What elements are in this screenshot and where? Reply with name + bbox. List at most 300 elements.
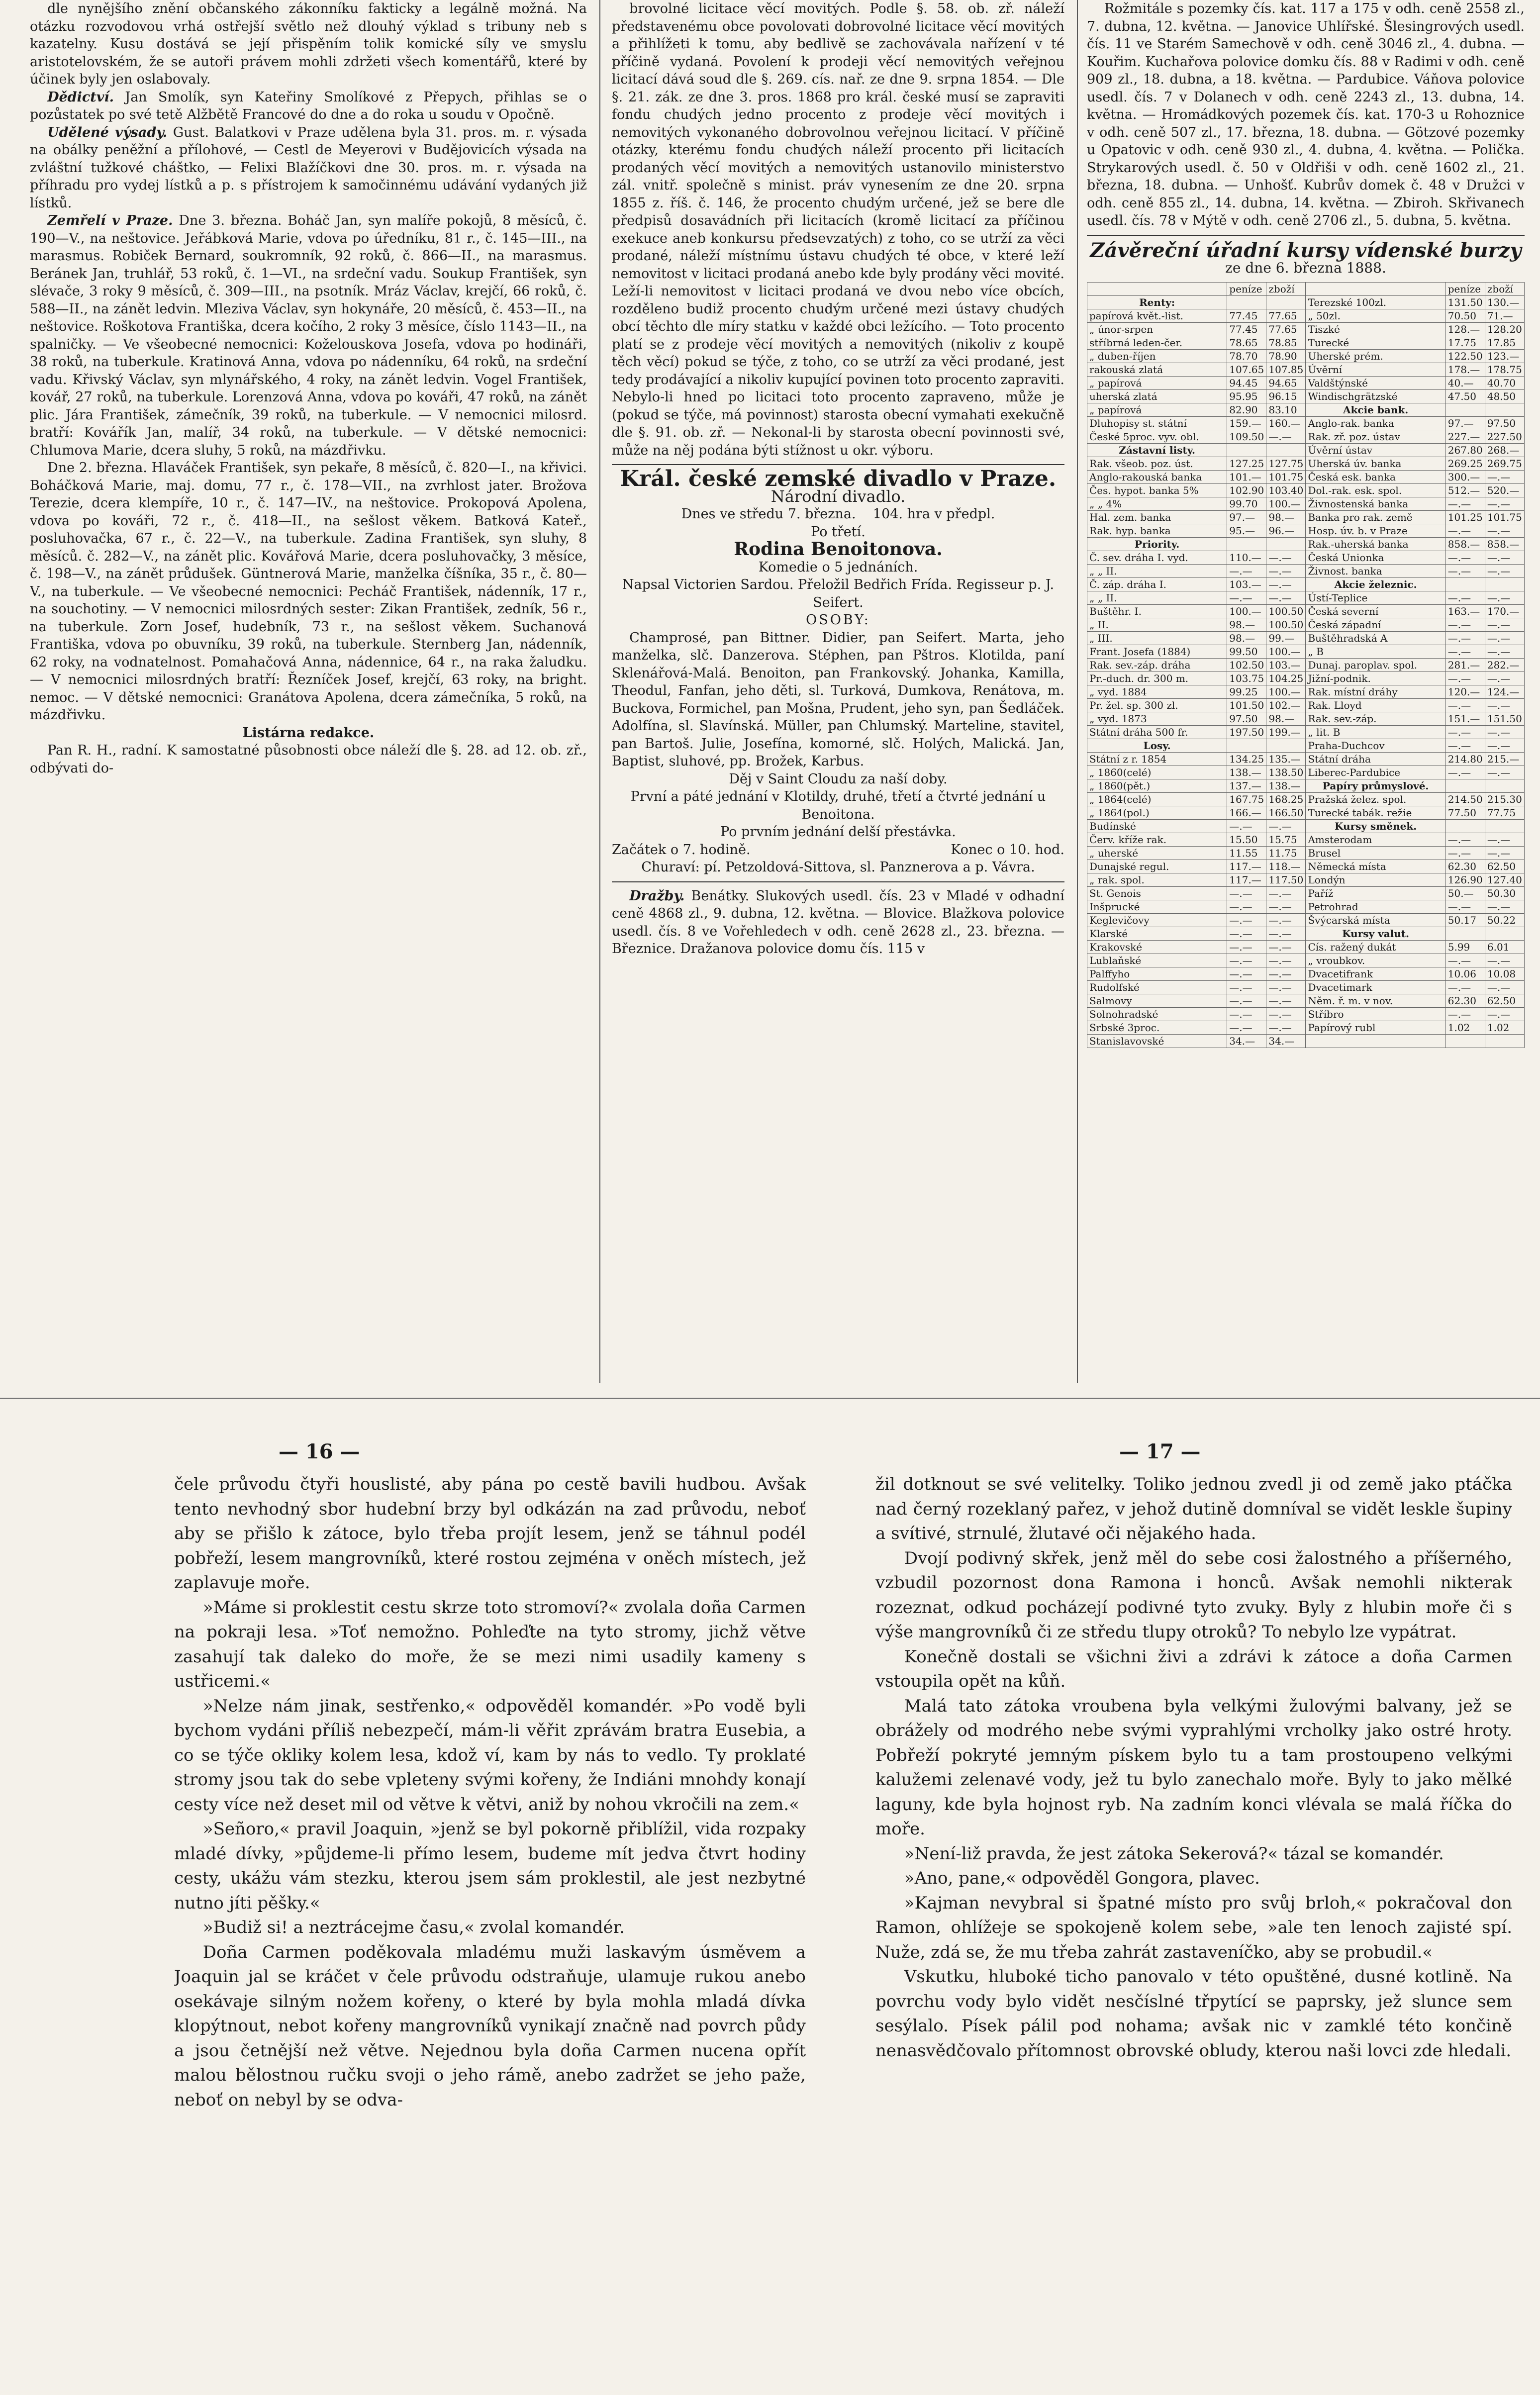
- section-heading-inheritance: Dědictví.: [47, 89, 114, 105]
- table-row: [1087, 537, 1525, 551]
- table-cell: 215.—: [1485, 752, 1524, 766]
- table-cell: Terezské 100zl.: [1306, 295, 1445, 309]
- paragraph-review: dle nynějšího znění občanského zákonníku fakticky a legálně možná. Na otázku rozvodovou vrhá ostřejší světlo než dlouhý výklad s tribuny neb s kazatelny. Kusu dostává se její přispěním tolik komické síly ve smyslu aristotelovském, že se autoři právem mohli zdržeti všech komentářů, které by účinek byly jen oslabovaly.: [30, 1, 587, 87]
- table-cell: 62.30: [1445, 994, 1485, 1007]
- table-cell: Rak. sev.-záp.: [1306, 712, 1445, 725]
- table-cell: 117.—: [1227, 860, 1266, 873]
- table-row: [1087, 309, 1525, 322]
- table-cell: „ II.: [1087, 618, 1227, 631]
- table-row: [1087, 618, 1525, 631]
- table-cell: 170.—: [1485, 604, 1524, 618]
- section-heading-letters: Listárna redakce.: [242, 725, 375, 741]
- table-cell: —.—: [1227, 819, 1266, 833]
- table-cell: Praha-Duchcov: [1306, 739, 1445, 752]
- table-cell: —.—: [1266, 1021, 1306, 1034]
- table-row: [1087, 766, 1525, 779]
- table-cell: 48.50: [1485, 389, 1524, 403]
- novel-paragraph: »Señoro,« pravil Joaquin, »jenž se byl pokorně přiblížil, vida rozpaky mladé dívky, »půjdeme-li přímo lesem, budeme mít jedva čtvrt hodiny cesty, ukážu vám stezku, kterou jsem sám proklestil, ale jest nezbytné nutno jíti pěšky.«: [174, 1819, 806, 1913]
- table-cell: 34.—: [1266, 1034, 1306, 1048]
- table-cell: 99.50: [1227, 645, 1266, 658]
- table-cell: 104.25: [1266, 671, 1306, 685]
- table-cell: Kursy směnek.: [1306, 819, 1445, 833]
- table-cell: —.—: [1227, 954, 1266, 967]
- table-row: [1087, 443, 1525, 457]
- table-cell: 168.25: [1266, 792, 1306, 806]
- play-pause: Po prvním jednání delší přestávka.: [720, 824, 956, 840]
- table-cell: —.—: [1485, 900, 1524, 913]
- table-cell: 102.—: [1266, 698, 1306, 712]
- table-cell: 103.—: [1227, 577, 1266, 591]
- table-cell: Keglevičovy: [1087, 913, 1227, 927]
- table-cell: „ „ 4%: [1087, 497, 1227, 510]
- table-cell: 99.25: [1227, 685, 1266, 698]
- table-cell: 166.50: [1266, 806, 1306, 819]
- table-cell: 77.65: [1266, 309, 1306, 322]
- table-cell: 131.50: [1445, 295, 1485, 309]
- table-row: [1087, 1021, 1525, 1034]
- table-cell: 101.75: [1485, 510, 1524, 524]
- table-cell: 71.—: [1485, 309, 1524, 322]
- table-cell: Banka pro rak. země: [1306, 510, 1445, 524]
- theatre-date-line: [612, 505, 1064, 523]
- table-cell: 82.90: [1227, 403, 1266, 416]
- divider: [612, 881, 1064, 882]
- table-row: [1087, 954, 1525, 967]
- table-cell: „ 50zl.: [1306, 309, 1445, 322]
- table-cell: —.—: [1485, 698, 1524, 712]
- table-cell: 97.—: [1445, 416, 1485, 430]
- table-cell: Turecké tabák. režie: [1306, 806, 1445, 819]
- deaths-text: Dne 3. března. Boháč Jan, syn malíře pokojů, 8 měsíců, č. 190—V., na neštovice. Jeřábková Marie, vdova po úředníku, 81 r., č. 145—III., na marasmus. Robiček Bernard, soukromník, 92 roků, č. 866—II., na marasmus. Beránek Jan, truhlář, 53 roků, č. 1—VI., na srdeční vadu. Soukup František, syn slévače, 3 roky 9 měsíců, č. 309—III., na psotník. Mráz Václav, krejčí, 66 roků, č. 588—II., na zánět ledvin. Mleziva Václav, syn hokynáře, 20 měsíců, č. 453—II., na neštovice. Roškotova Františka, dcera kočího, 2 roky 3 měsíce, číslo 1143—II., na spalničky. — Ve všeobecné nemocnici: Koželouskova Josefa, vdova po hodináři, 38 roků, na tuberkule. Kratinová Anna, vdova po nádenníku, 64 roků, na srdeční vadu. Křivský Václav, syn mlynářského, 4 roky, na zánět ledvin. Vogel František, kovář, 27 roků, na tuberkule. Lorenzová Anna, vdova po kováři, 47 roků, na zánět plic. Jára František, zámečník, 39 roků, na tuberkule. — V nemocnici milosrd. bratří: Kovářík Jan, malíř, 34 roků, na tuberkule. — V dětské nemocnici: Chlumova Marie, dcera sluhy, 5 roků, na mázdřivku.: [30, 213, 587, 458]
- table-cell: —.—: [1227, 967, 1266, 980]
- table-cell: —.—: [1227, 591, 1266, 604]
- table-cell: 98.—: [1227, 618, 1266, 631]
- table-cell: 99.70: [1227, 497, 1266, 510]
- table-cell: 1.02: [1445, 1021, 1485, 1034]
- table-cell: —.—: [1266, 900, 1306, 913]
- table-cell: 77.50: [1445, 806, 1485, 819]
- table-cell: 268.—: [1485, 443, 1524, 457]
- table-cell: Losy.: [1087, 739, 1227, 752]
- table-row: [1087, 860, 1525, 873]
- upper-newspaper-section: [30, 0, 1525, 1393]
- table-cell: Pražská želez. spol.: [1306, 792, 1445, 806]
- table-cell: 98.—: [1227, 631, 1266, 645]
- table-cell: 178.—: [1445, 363, 1485, 376]
- table-cell: —.—: [1445, 900, 1485, 913]
- column-divider: [599, 0, 600, 1383]
- table-cell: Červ. kříže rak.: [1087, 833, 1227, 846]
- table-cell: —.—: [1266, 967, 1306, 980]
- table-row: [1087, 631, 1525, 645]
- table-cell: „ uherské: [1087, 846, 1227, 860]
- table-cell: 134.25: [1227, 752, 1266, 766]
- table-cell: Akcie bank.: [1306, 403, 1445, 416]
- table-cell: 10.08: [1485, 967, 1524, 980]
- paragraph-deaths-2: Dne 2. března. Hlaváček František, syn pekaře, 8 měsíců, č. 820—I., na křivici. Boháčková Marie, maj. domu, 77 r., č. 178—VII., na zvrhlost jater. Brožova Terezie, dcera klempíře, 10 r., č. 147—IV., na neštovice. Prokopová Apolena, vdova po kováři, 72 r., č. 418—II., na sešlost věkem. Batková Kateř., posluhovačka, 67 r., č. 22—V., na tuberkule. Zadina František, syn sluhy, 8 měsíců. č. 282—V., na zánět plic. Kovářová Marie, dcera posluhovačky, 3 měsíce, č. 198—V., na zánět průdušek. Güntnerová Marie, manželka číšníka, 35 r., č. 80—V., na tuberkule. — Ve všeobecné nemocnici: Pecháč František, nádenník, 17 r., na souchotiny. — V nemocnici milosrdných sester: Zikan František, zedník, 56 r., na tuberkule. Zorn Josef, hudebník, 73 r., na sešlost věkem. Suchanová Františka, vdova po obuvníku, 39 roků, na tuberkule. Sternberg Jan, nádenník, 62 roky, na vodnatelnost. Pomahačová Anna, nádennice, 64 r., na raka žaludku. — V nemocnici milosrdných bratří: Řezníček Josef, krejčí, 63 roky, na bright. nemoc. — V dětské nemocnici: Granátova Apolena, dcera zámečníka, 5 roků, na mázdřivku.: [30, 460, 587, 723]
- table-cell: 95.—: [1227, 524, 1266, 537]
- table-cell: 128.—: [1445, 322, 1485, 336]
- table-cell: —.—: [1485, 766, 1524, 779]
- table-cell: 62.30: [1445, 860, 1485, 873]
- table-cell: „ duben-říjen: [1087, 349, 1227, 363]
- table-row: [1087, 363, 1525, 376]
- table-cell: [1445, 927, 1485, 940]
- page-number-right: — 17 —: [1119, 1440, 1201, 1463]
- table-row: [1087, 389, 1525, 403]
- table-cell: —.—: [1485, 671, 1524, 685]
- table-cell: —.—: [1266, 954, 1306, 967]
- table-cell: 6.01: [1485, 940, 1524, 954]
- table-cell: Turecké: [1306, 336, 1445, 349]
- novel-paragraph: Doña Carmen poděkovala mladému muži laskavým úsměvem a Joaquin jal se kráčet v čele průvodu odstraňuje, ulamuje rukou anebo osekávaje silným nožem kořeny, o které by byla mohla mladá dívka klopýtnout, nebot kořeny mangrovníků vynikají značně nad povrch půdy a jsou četnější než větve. Nejednou byla doña Carmen nucena opřít malou bělostnou ručku svoji o jeho rámě, anebo zadržet se jeho paže, neboť on nebyl by se odva-: [174, 1942, 806, 2110]
- table-cell: —.—: [1485, 631, 1524, 645]
- table-cell: 97.50: [1227, 712, 1266, 725]
- table-cell: „ vroubkov.: [1306, 954, 1445, 967]
- table-cell: Úvěrní: [1306, 363, 1445, 376]
- table-row: [1087, 645, 1525, 658]
- table-cell: 99.—: [1266, 631, 1306, 645]
- table-cell: Stanislavovské: [1087, 1034, 1227, 1048]
- novel-page-left: [174, 1472, 806, 2383]
- play-start: Začátek o 7. hodině.: [612, 842, 751, 858]
- table-cell: uherská zlatá: [1087, 389, 1227, 403]
- novel-paragraph: žil dotknout se své velitelky. Toliko jednou zvedl ji od země jako ptáčka nad černý rozeklaný pařez, v jehož dutině domníval se vidět leskle šupiny a svítivé, strnulé, žlutavé oči nějakého hada.: [875, 1474, 1512, 1543]
- table-row: [1087, 846, 1525, 860]
- column-3: [1087, 0, 1525, 1383]
- table-cell: Česká esk. banka: [1306, 470, 1445, 483]
- inheritance-text: Jan Smolík, syn Kateřiny Smolíkové z Přepych, přihlas se o pozůstatek po své tetě Alžbětě Francové do dne a do roka u soudu v Opočně.: [30, 89, 587, 122]
- table-cell: Rudolfské: [1087, 980, 1227, 994]
- table-cell: 83.10: [1266, 403, 1306, 416]
- table-cell: —.—: [1445, 618, 1485, 631]
- table-row: [1087, 940, 1525, 954]
- table-cell: 77.45: [1227, 322, 1266, 336]
- table-cell: 98.—: [1266, 712, 1306, 725]
- table-cell: Paříž: [1306, 886, 1445, 900]
- table-cell: papírová květ.-list.: [1087, 309, 1227, 322]
- table-cell: Krakovské: [1087, 940, 1227, 954]
- table-cell: —.—: [1445, 980, 1485, 994]
- column-divider: [1077, 0, 1078, 1383]
- table-cell: 96.15: [1266, 389, 1306, 403]
- table-cell: Uherské prém.: [1306, 349, 1445, 363]
- table-cell: 227.—: [1445, 430, 1485, 443]
- table-cell: 151.—: [1445, 712, 1485, 725]
- table-cell: [1227, 537, 1266, 551]
- section-heading-deaths: Zemřelí v Praze.: [47, 213, 173, 228]
- table-row: [1087, 873, 1525, 886]
- table-cell: —.—: [1485, 1007, 1524, 1021]
- table-cell: „ papírová: [1087, 403, 1227, 416]
- table-cell: 97.50: [1485, 416, 1524, 430]
- play-setting: Děj v Saint Cloudu za naší doby.: [729, 771, 948, 787]
- table-cell: [1485, 927, 1524, 940]
- table-row: [1087, 752, 1525, 766]
- table-cell: 520.—: [1485, 483, 1524, 497]
- table-cell: Rak. zř. poz. ústav: [1306, 430, 1445, 443]
- table-row: [1087, 806, 1525, 819]
- table-cell: Rak. všeob. poz. úst.: [1087, 457, 1227, 470]
- table-cell: —.—: [1266, 913, 1306, 927]
- table-cell: Živnost. banka: [1306, 564, 1445, 577]
- table-cell: „ únor-srpen: [1087, 322, 1227, 336]
- play-genre: Komedie o 5 jednáních.: [758, 559, 918, 575]
- paragraph-letters: Pan R. H., radní. K samostatné působnosti obce náleží dle §. 28. ad 12. ob. zř., odbývati do-: [30, 743, 587, 776]
- table-row: [1087, 725, 1525, 739]
- table-cell: —.—: [1227, 927, 1266, 940]
- table-cell: 167.75: [1227, 792, 1266, 806]
- divider: [1087, 235, 1525, 236]
- table-cell: 120.—: [1445, 685, 1485, 698]
- table-cell: 858.—: [1445, 537, 1485, 551]
- table-row: [1087, 524, 1525, 537]
- table-row: [1087, 927, 1525, 940]
- table-cell: 178.75: [1485, 363, 1524, 376]
- table-cell: Uherská úv. banka: [1306, 457, 1445, 470]
- table-row: [1087, 430, 1525, 443]
- table-cell: 70.50: [1445, 309, 1485, 322]
- table-cell: Akcie železnic.: [1306, 577, 1445, 591]
- table-cell: 160.—: [1266, 416, 1306, 430]
- novel-paragraph: Malá tato zátoka vroubena byla velkými žulovými balvany, jež se obrážely od modrého nebe svými vyprahlými vrcholky jako ostré hroty. Pobřeží pokryté jemným pískem bylo tu a tam prostoupeno velkými kalužemi zelenavé vody, jež tu bylo zanechalo moře. Byly to jako mělké laguny, kde byla hojnost ryb. Na zadním konci vlévala se malá říčka do moře.: [875, 1696, 1512, 1839]
- table-cell: České 5proc. vyv. obl.: [1087, 430, 1227, 443]
- table-cell: Č. sev. dráha I. vyd.: [1087, 551, 1227, 564]
- table-cell: 101.—: [1227, 470, 1266, 483]
- table-cell: 15.75: [1266, 833, 1306, 846]
- table-cell: —.—: [1485, 618, 1524, 631]
- table-cell: Liberec-Pardubice: [1306, 766, 1445, 779]
- table-cell: —.—: [1445, 671, 1485, 685]
- table-cell: Tiszké: [1306, 322, 1445, 336]
- table-cell: Rak.-uherská banka: [1306, 537, 1445, 551]
- table-cell: 97.—: [1227, 510, 1266, 524]
- table-cell: 11.55: [1227, 846, 1266, 860]
- cast-heading: OSOBY:: [806, 612, 870, 628]
- table-cell: Petrohrad: [1306, 900, 1445, 913]
- table-cell: Buštěhr. I.: [1087, 604, 1227, 618]
- table-cell: 78.65: [1227, 336, 1266, 349]
- table-cell: 128.20: [1485, 322, 1524, 336]
- table-cell: Lublaňské: [1087, 954, 1227, 967]
- table-row: [1087, 671, 1525, 685]
- table-cell: —.—: [1445, 524, 1485, 537]
- table-cell: —.—: [1227, 900, 1266, 913]
- table-cell: stříbrná leden-čer.: [1087, 336, 1227, 349]
- table-cell: 117.50: [1266, 873, 1306, 886]
- table-cell: 151.50: [1485, 712, 1524, 725]
- table-cell: Švýcarská místa: [1306, 913, 1445, 927]
- table-cell: 300.—: [1445, 470, 1485, 483]
- table-cell: 50.—: [1445, 886, 1485, 900]
- table-cell: —.—: [1266, 927, 1306, 940]
- table-row: [1087, 1034, 1525, 1048]
- table-cell: 159.—: [1227, 416, 1266, 430]
- table-cell: —.—: [1227, 940, 1266, 954]
- novel-paragraph: Vskutku, hluboké ticho panovalo v této opuštěné, dusné kotlině. Na povrchu vody bylo vidět nesčíslné třpytící se paprsky, jež slunce sem sesýlalo. Písek pálil pod nohama; avšak nic v zamklé této končině nenasvědčovalo přítomnost obrovské obludy, kterou naši lovci zde hledali.: [875, 1967, 1512, 2061]
- table-cell: 269.75: [1485, 457, 1524, 470]
- table-row: [1087, 416, 1525, 430]
- table-cell: 124.—: [1485, 685, 1524, 698]
- table-cell: St. Genois: [1087, 886, 1227, 900]
- table-cell: 101.25: [1445, 510, 1485, 524]
- table-cell: Renty:: [1087, 295, 1227, 309]
- table-cell: —.—: [1266, 430, 1306, 443]
- table-cell: „ papírová: [1087, 376, 1227, 389]
- table-cell: 858.—: [1485, 537, 1524, 551]
- table-row: [1087, 497, 1525, 510]
- novel-paragraph: »Budiž si! a neztrácejme času,« zvolal komandér.: [202, 1917, 625, 1937]
- page-divider: [0, 1398, 1540, 1399]
- table-cell: Hosp. úv. b. v Praze: [1306, 524, 1445, 537]
- table-cell: —.—: [1445, 551, 1485, 564]
- table-cell: [1266, 443, 1306, 457]
- table-cell: 214.50: [1445, 792, 1485, 806]
- table-cell: 77.65: [1266, 322, 1306, 336]
- table-cell: Česká Unionka: [1306, 551, 1445, 564]
- table-row: [1087, 376, 1525, 389]
- table-cell: 96.—: [1266, 524, 1306, 537]
- stock-exchange-date: ze dne 6. března 1888.: [1225, 260, 1386, 276]
- table-cell: —.—: [1445, 846, 1485, 860]
- table-cell: Londýn: [1306, 873, 1445, 886]
- table-cell: „ 1864(celé): [1087, 792, 1227, 806]
- table-row: [1087, 483, 1525, 497]
- table-cell: Brusel: [1306, 846, 1445, 860]
- table-cell: [1266, 739, 1306, 752]
- table-cell: Cís. ražený dukát: [1306, 940, 1445, 954]
- table-cell: 62.50: [1485, 860, 1524, 873]
- table-cell: Ústí-Teplice: [1306, 591, 1445, 604]
- table-cell: 50.30: [1485, 886, 1524, 900]
- table-row: [1087, 577, 1525, 591]
- paragraph-privileges: [30, 124, 587, 212]
- table-cell: [1445, 403, 1485, 416]
- table-cell: Česká západní: [1306, 618, 1445, 631]
- table-row: [1087, 658, 1525, 671]
- column-1: [30, 0, 587, 1383]
- table-cell: —.—: [1266, 551, 1306, 564]
- table-cell: Salmovy: [1087, 994, 1227, 1007]
- novel-paragraph: Konečně dostali se všichni živi a zdrávi k zátoce a doña Carmen vstoupila opět na kůň.: [875, 1646, 1512, 1691]
- table-cell: 214.80: [1445, 752, 1485, 766]
- table-cell: —.—: [1266, 994, 1306, 1007]
- table-cell: 50.17: [1445, 913, 1485, 927]
- table-row: [1087, 792, 1525, 806]
- table-row: [1087, 295, 1525, 309]
- play-title: Rodina Benoitonova.: [734, 539, 943, 560]
- table-cell: Dvacetimark: [1306, 980, 1445, 994]
- table-cell: [1485, 403, 1524, 416]
- table-cell: 47.50: [1445, 389, 1485, 403]
- table-cell: 135.—: [1266, 752, 1306, 766]
- theatre-play-number: 104. hra v předpl.: [872, 506, 995, 522]
- table-cell: 40.70: [1485, 376, 1524, 389]
- table-cell: 138.—: [1266, 779, 1306, 792]
- table-cell: Inšprucké: [1087, 900, 1227, 913]
- table-cell: 107.65: [1227, 363, 1266, 376]
- table-cell: —.—: [1485, 645, 1524, 658]
- table-cell: —.—: [1485, 739, 1524, 752]
- table-cell: „ vyd. 1884: [1087, 685, 1227, 698]
- table-cell: —.—: [1227, 886, 1266, 900]
- table-cell: Stříbro: [1306, 1007, 1445, 1021]
- table-cell: 117.—: [1227, 873, 1266, 886]
- table-cell: —.—: [1266, 980, 1306, 994]
- table-cell: 50.22: [1485, 913, 1524, 927]
- table-cell: 512.—: [1445, 483, 1485, 497]
- table-cell: 94.65: [1266, 376, 1306, 389]
- table-cell: [1485, 779, 1524, 792]
- table-cell: —.—: [1485, 725, 1524, 739]
- table-cell: [1227, 443, 1266, 457]
- table-cell: —.—: [1227, 980, 1266, 994]
- table-cell: 100.—: [1227, 604, 1266, 618]
- table-cell: —.—: [1266, 577, 1306, 591]
- table-cell: Priority.: [1087, 537, 1227, 551]
- table-cell: —.—: [1227, 564, 1266, 577]
- table-cell: —.—: [1445, 631, 1485, 645]
- table-cell: —.—: [1445, 954, 1485, 967]
- table-cell: „ vyd. 1873: [1087, 712, 1227, 725]
- table-cell: 77.45: [1227, 309, 1266, 322]
- table-row: [1087, 685, 1525, 698]
- table-cell: Papíry průmyslové.: [1306, 779, 1445, 792]
- table-cell: —.—: [1227, 913, 1266, 927]
- table-cell: Buštěhradská A: [1306, 631, 1445, 645]
- table-cell: 100.—: [1266, 685, 1306, 698]
- table-cell: —.—: [1445, 698, 1485, 712]
- table-cell: 101.75: [1266, 470, 1306, 483]
- table-cell: [1227, 295, 1266, 309]
- paragraph-auctions: [612, 887, 1064, 958]
- auctions-text: Benátky. Slukových usedl. čís. 23 v Mladé v odhadní ceně 4868 zl., 9. dubna, 12. května. — Blovice. Blažkova polovice usedl. čís. 8 ve Vořehledech v odh. ceně 2628 zl., 23. března. — Březnice. Dražanova polovice domu čís. 115 v: [612, 888, 1064, 957]
- table-cell: —.—: [1485, 954, 1524, 967]
- table-cell: 166.—: [1227, 806, 1266, 819]
- table-cell: Úvěrní ústav: [1306, 443, 1445, 457]
- table-cell: Dunajské regul.: [1087, 860, 1227, 873]
- table-cell: 10.06: [1445, 967, 1485, 980]
- novel-paragraph: »Ano, pane,« odpověděl Gongora, plavec.: [904, 1868, 1260, 1888]
- table-row: [1087, 322, 1525, 336]
- table-cell: Jižní-podnik.: [1306, 671, 1445, 685]
- table-cell: 227.50: [1485, 430, 1524, 443]
- novel-paragraph: »Kajman nevybral si špatné místo pro svůj brloh,« pokračoval don Ramon, ohlížeje se spokojeně kolem sebe, »ale ten lenoch zajisté spí. Nuže, zdá se, že mu třeba zahrát zastaveníčko, aby se probudil.«: [875, 1893, 1512, 1962]
- table-cell: 197.50: [1227, 725, 1266, 739]
- table-cell: Amsterodam: [1306, 833, 1445, 846]
- table-cell: [1445, 779, 1485, 792]
- table-cell: 1.02: [1485, 1021, 1524, 1034]
- table-row: [1087, 913, 1525, 927]
- table-row: [1087, 980, 1525, 994]
- table-cell: „ „ II.: [1087, 591, 1227, 604]
- play-ill-actors: Churaví: pí. Petzoldová-Sittova, sl. Panznerova a p. Vávra.: [641, 860, 1035, 875]
- table-cell: 137.—: [1227, 779, 1266, 792]
- table-cell: Zástavní listy.: [1087, 443, 1227, 457]
- table-row: [1087, 819, 1525, 833]
- theatre-subtitle: Národní divadlo.: [770, 486, 906, 506]
- section-heading-auctions: Dražby.: [629, 888, 685, 904]
- table-cell: —.—: [1445, 766, 1485, 779]
- table-cell: —.—: [1485, 980, 1524, 994]
- privileges-text: Gust. Balatkovi v Praze udělena byla 31. pros. m. r. výsada na obálky peněžní a přílohové, — Cestl de Meyerovi v Budějovicích výsada na zvláštní tužkové cháštko, — Felixi Blažíčkovi dne 30. pros. m. r. výsada na příhradu pro vydej lístků a p. s přístrojem k samočinnému udávání vydaných již lístků.: [30, 124, 587, 211]
- table-cell: 100.50: [1266, 618, 1306, 631]
- stock-exchange-title: Závěreční úřadní kursy vídenské burzy: [1090, 238, 1522, 262]
- table-cell: [1485, 819, 1524, 833]
- table-cell: [1445, 577, 1485, 591]
- section-heading-privileges: Udělené výsady.: [47, 124, 168, 140]
- table-cell: —.—: [1227, 994, 1266, 1007]
